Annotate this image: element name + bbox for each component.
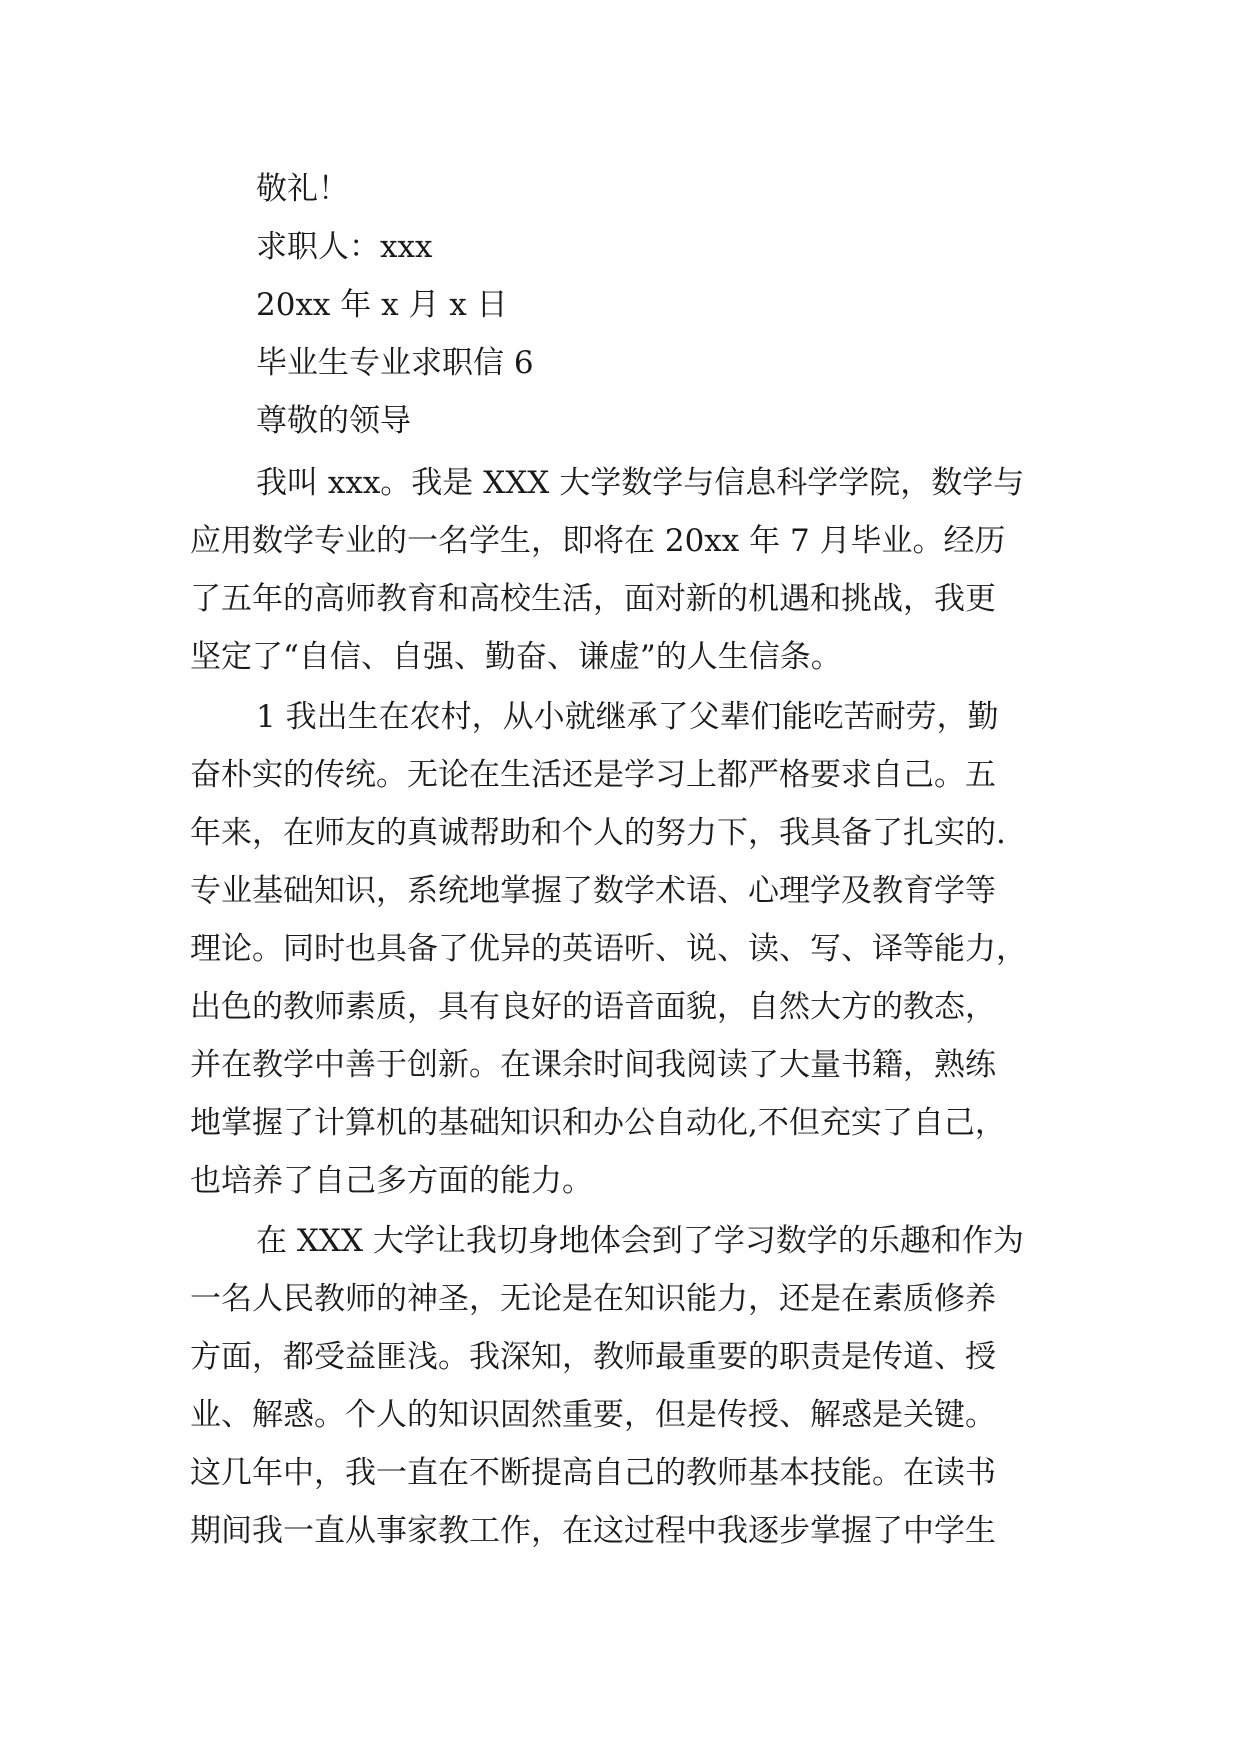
paragraph-line: 理论。同时也具备了优异的英语听、说、读、写、译等能力， bbox=[190, 931, 1027, 967]
paragraph-line: 地掌握了计算机的基础知识和办公自动化,不但充实了自己， bbox=[190, 1105, 1006, 1141]
letter-closing: 敬礼！ bbox=[256, 171, 349, 207]
paragraph-line: 出色的教师素质，具有良好的语音面貌，自然大方的教态， bbox=[190, 989, 996, 1025]
paragraph-line: 也培养了自己多方面的能力。 bbox=[190, 1163, 593, 1199]
letter-date: 20xx 年 x 月 x 日 bbox=[256, 287, 508, 323]
paragraph-line: 业、解惑。个人的知识固然重要，但是传授、解惑是关键。 bbox=[190, 1397, 996, 1433]
paragraph-line: 并在教学中善于创新。在课余时间我阅读了大量书籍，熟练 bbox=[190, 1047, 996, 1083]
paragraph-1 bbox=[190, 454, 1050, 686]
paragraph-line: 专业基础知识，系统地掌握了数学术语、心理学及教育学等 bbox=[190, 873, 996, 909]
paragraph-line: 在 XXX 大学让我切身地体会到了学习数学的乐趣和作为 bbox=[256, 1223, 1024, 1259]
paragraph-line: 我叫 xxx。我是 XXX 大学数学与信息科学学院，数学与 bbox=[256, 465, 1025, 501]
paragraph-line: 这几年中，我一直在不断提高自己的教师基本技能。在读书 bbox=[190, 1455, 996, 1491]
paragraph-3 bbox=[190, 1212, 1050, 1560]
letter-signature: 求职人：xxx bbox=[256, 229, 433, 265]
paragraph-2 bbox=[190, 688, 1050, 1210]
paragraph-line: 坚定了“自信、自强、勤奋、谦虚”的人生信条。 bbox=[190, 639, 842, 675]
paragraph-line: 应用数学专业的一名学生，即将在 20xx 年 7 月毕业。经历 bbox=[190, 523, 1006, 559]
paragraph-line: 方面，都受益匪浅。我深知，教师最重要的职责是传道、授 bbox=[190, 1339, 996, 1375]
letter-body bbox=[190, 160, 1050, 1560]
paragraph-line: 期间我一直从事家教工作，在这过程中我逐步掌握了中学生 bbox=[190, 1513, 996, 1549]
letter-salutation: 尊敬的领导 bbox=[256, 403, 411, 439]
paragraph-line: 一名人民教师的神圣，无论是在知识能力，还是在素质修养 bbox=[190, 1281, 996, 1317]
section-title: 毕业生专业求职信 6 bbox=[256, 345, 534, 381]
paragraph-line: 了五年的高师教育和高校生活，面对新的机遇和挑战，我更 bbox=[190, 581, 996, 617]
paragraph-line: 奋朴实的传统。无论在生活还是学习上都严格要求自己。五 bbox=[190, 757, 996, 793]
paragraph-line: 1 我出生在农村，从小就继承了父辈们能吃苦耐劳，勤 bbox=[256, 699, 999, 735]
paragraph-line: 年来，在师友的真诚帮助和个人的努力下，我具备了扎实的. bbox=[190, 815, 1006, 851]
